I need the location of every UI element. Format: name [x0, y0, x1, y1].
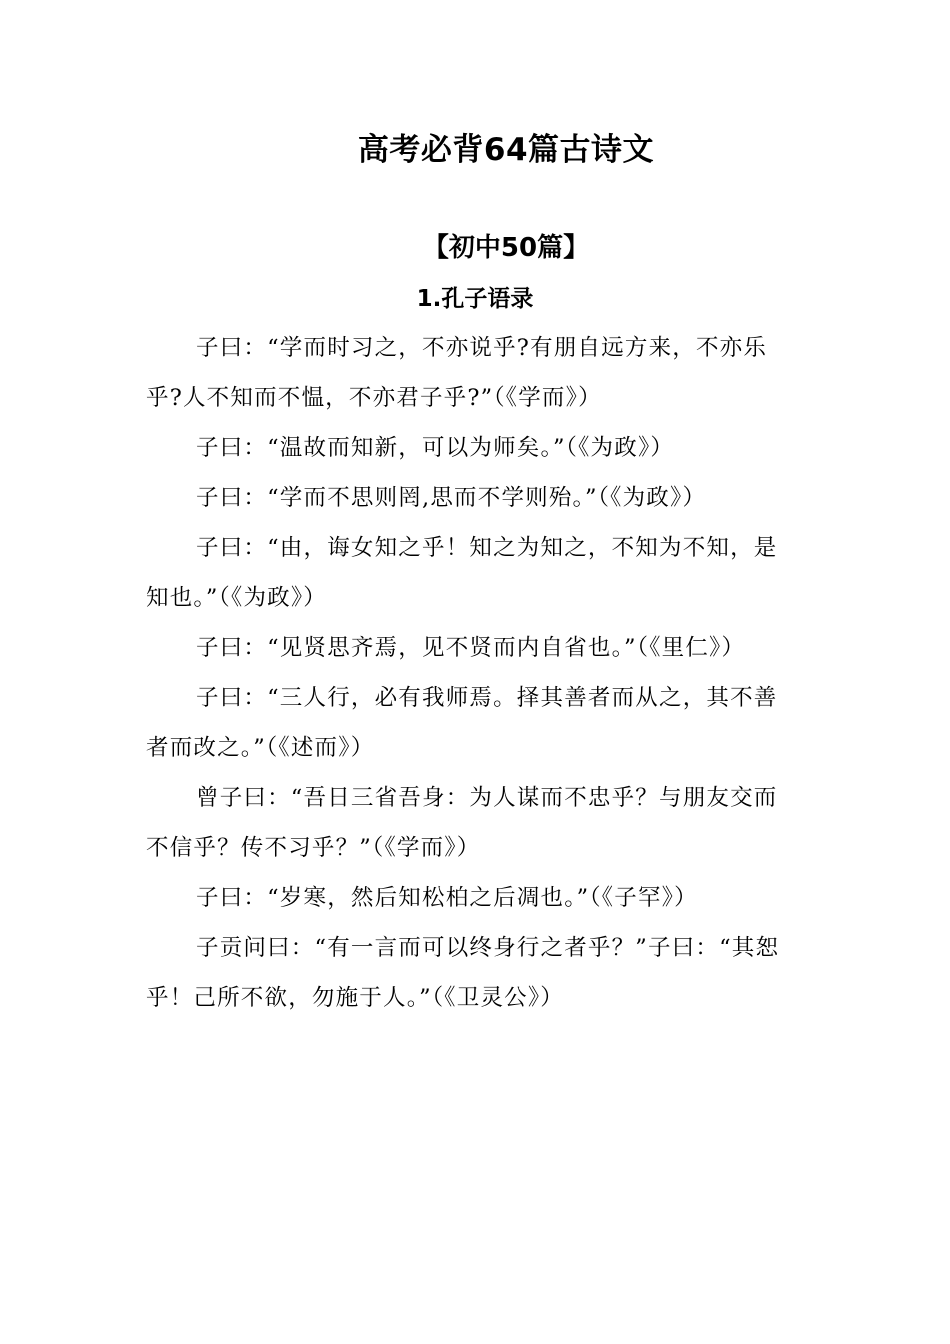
paragraph: 子曰：“由，诲女知之乎！知之为知之，不知为不知，是知也。”（《为政》） [146, 535, 778, 611]
subsection-title: 1.孔子语录 [416, 286, 534, 312]
section-title: 【初中50篇】 [422, 233, 590, 263]
paragraph: 子曰：“岁寒，然后知松柏之后凋也。”（《子罕》） [196, 885, 698, 911]
paragraph: 子贡问曰：“有一言而可以终身行之者乎？”子曰：“其恕乎！己所不欲，勿施于人。”（《卫灵公》） [146, 935, 780, 1011]
body-text [146, 323, 794, 1023]
paragraph: 曾子曰：“吾日三省吾身：为人谋而不忠乎？与朋友交而不信乎？传不习乎？”（《学而》） [146, 785, 778, 861]
paragraph: 子曰：“学而不思则罔,思而不学则殆。”（《为政》） [196, 485, 707, 511]
paragraph: 子曰：“三人行，必有我师焉。择其善者而从之，其不善者而改之。”（《述而》） [146, 685, 778, 761]
paragraph: 子曰：“见贤思齐焉，见不贤而内自省也。”（《里仁》） [196, 635, 746, 661]
paragraph: 子曰：“学而时习之，不亦说乎?有朋自远方来，不亦乐乎?人不知而不愠，不亦君子乎?”（《学而》） [146, 335, 768, 411]
paragraph: 子曰：“温故而知新，可以为师矣。”（《为政》） [196, 435, 675, 461]
document-title: 高考必背64篇古诗文 [357, 132, 655, 168]
